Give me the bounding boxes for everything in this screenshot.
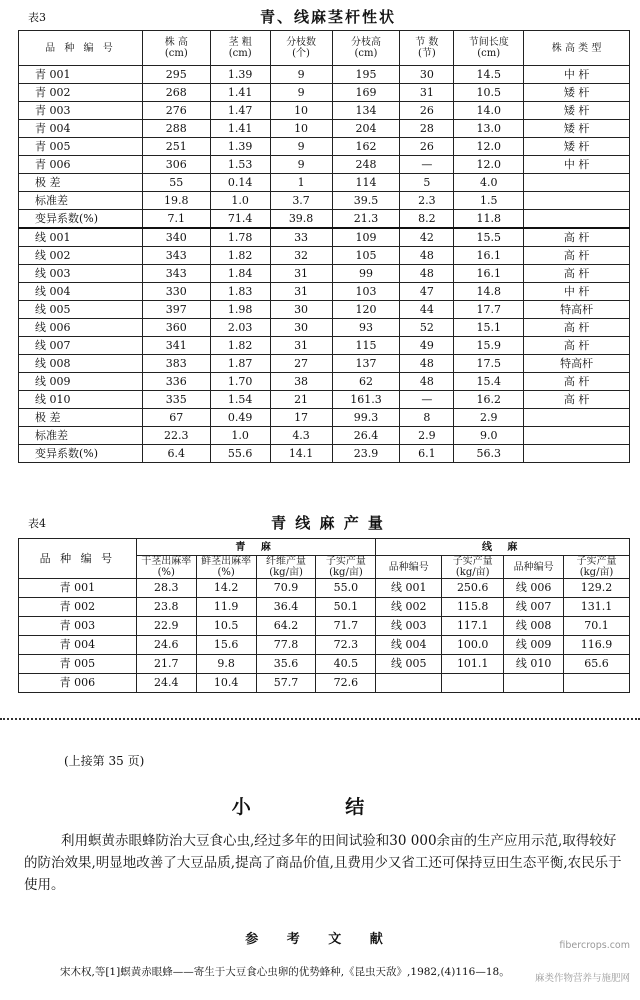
table3-cell: 中 杆 (524, 156, 630, 174)
table3-row (19, 319, 630, 337)
table3-cell: 48 (400, 373, 454, 391)
table3-cell: 336 (142, 373, 210, 391)
table3-row (19, 427, 630, 445)
table3-cell: 2.9 (454, 409, 524, 427)
table3-cell: 30 (270, 301, 332, 319)
table3-row (19, 102, 630, 120)
table3-cell: 线 004 (19, 283, 143, 301)
table3-cell: 矮 杆 (524, 138, 630, 156)
table3-cell: 44 (400, 301, 454, 319)
table3-cell: 27 (270, 355, 332, 373)
table3-cell: 16.1 (454, 265, 524, 283)
table3-cell: 变异系数(%) (19, 210, 143, 229)
table4-cell: 131.1 (564, 598, 630, 617)
table4-cell: 青 002 (19, 598, 137, 617)
table3-cell: 28 (400, 120, 454, 138)
table3-header-cell: 株 高 (cm) (142, 31, 210, 66)
table4-cell: 72.6 (316, 674, 376, 693)
table3-cell: 中 杆 (524, 66, 630, 84)
table3-header-cell: 节 数 (节) (400, 31, 454, 66)
table3-cell: 248 (332, 156, 400, 174)
table3-title: 青、线麻茎杆性状 (259, 8, 396, 26)
table4-cell: 23.8 (136, 598, 196, 617)
table3-cell: 14.0 (454, 102, 524, 120)
table3-cell: 56.3 (454, 445, 524, 463)
table3-cell: 1.82 (210, 337, 270, 355)
table3-cell (524, 427, 630, 445)
table4-label: 表4 (28, 517, 46, 530)
table4-cell (442, 674, 504, 693)
table3-cell: 268 (142, 84, 210, 102)
table3-cell: 103 (332, 283, 400, 301)
table3-header-cell: 茎 粗 (cm) (210, 31, 270, 66)
table4-cell: 青 001 (19, 579, 137, 598)
table4-row (19, 636, 630, 655)
table4-cell: 青 003 (19, 617, 137, 636)
table4-cell: 线 005 (376, 655, 442, 674)
table3-cell: 30 (400, 66, 454, 84)
table4-xian-header-cell: 品种编号 (504, 556, 564, 579)
table3-row (19, 120, 630, 138)
table3-cell: 62 (332, 373, 400, 391)
table4-cell: 青 006 (19, 674, 137, 693)
watermark-url: fibercrops.com (559, 940, 630, 951)
table3-row (19, 192, 630, 210)
table3-cell: 30 (270, 319, 332, 337)
table3-header-cell: 品 种 编 号 (19, 31, 143, 66)
table3-cell: 线 001 (19, 228, 143, 247)
table3-row (19, 373, 630, 391)
table4-cell: 线 007 (504, 598, 564, 617)
table3-cell: 31 (270, 337, 332, 355)
table3-cell: 青 001 (19, 66, 143, 84)
table3-cell: 93 (332, 319, 400, 337)
table3-row (19, 210, 630, 229)
table3-cell: 8.2 (400, 210, 454, 229)
table3-cell: 线 005 (19, 301, 143, 319)
table3-cell: 17.7 (454, 301, 524, 319)
table3-row (19, 409, 630, 427)
table3-cell: 39.8 (270, 210, 332, 229)
table4-cell: 线 003 (376, 617, 442, 636)
table3-cell: 343 (142, 247, 210, 265)
table3-cell (524, 445, 630, 463)
table4-cell: 22.9 (136, 617, 196, 636)
table3-cell: 标准差 (19, 427, 143, 445)
table3-cell: 1.54 (210, 391, 270, 409)
watermark-site-name: 麻类作物营养与施肥网 (534, 973, 630, 984)
table3-cell: 137 (332, 355, 400, 373)
table4-cell: 55.0 (316, 579, 376, 598)
table3-cell: 47 (400, 283, 454, 301)
table3-header-cell: 株 高 类 型 (524, 31, 630, 66)
table3-cell: 32 (270, 247, 332, 265)
table3-cell: 矮 杆 (524, 84, 630, 102)
table3-cell: 33 (270, 228, 332, 247)
table3-cell: 标准差 (19, 192, 143, 210)
table3-cell: 线 007 (19, 337, 143, 355)
table3-cell: 195 (332, 66, 400, 84)
table4-cell: 40.5 (316, 655, 376, 674)
table4-cell: 65.6 (564, 655, 630, 674)
table3-cell: 线 010 (19, 391, 143, 409)
table3-cell: 线 006 (19, 319, 143, 337)
table3-cell: 1.0 (210, 427, 270, 445)
table4-cell: 线 010 (504, 655, 564, 674)
table3-row (19, 391, 630, 409)
table4-cell: 青 004 (19, 636, 137, 655)
table3-cell: 0.14 (210, 174, 270, 192)
table3-cell: 55 (142, 174, 210, 192)
table4-cell (376, 674, 442, 693)
table4-cell: 71.7 (316, 617, 376, 636)
table3-cell: 42 (400, 228, 454, 247)
table4-row (19, 617, 630, 636)
table3-cell: 青 002 (19, 84, 143, 102)
table4-title: 青 线 麻 产 量 (271, 514, 385, 532)
table4-cell: 线 004 (376, 636, 442, 655)
table3-cell: 169 (332, 84, 400, 102)
table4-row (19, 579, 630, 598)
table3-cell: 26 (400, 138, 454, 156)
yield-table (18, 538, 630, 693)
table4-qing-header-cell: 鲜茎出麻率 (%) (196, 556, 256, 579)
table3-row (19, 228, 630, 247)
table3-cell: 2.9 (400, 427, 454, 445)
table3-cell: 1.53 (210, 156, 270, 174)
xian-group-header: 线 麻 (376, 539, 630, 556)
table3-cell: 12.0 (454, 156, 524, 174)
table4-group-row (19, 539, 630, 556)
table3-cell (524, 174, 630, 192)
table3-cell: 6.1 (400, 445, 454, 463)
table3-row (19, 301, 630, 319)
table3-cell: 特高杆 (524, 301, 630, 319)
table3-cell: 5 (400, 174, 454, 192)
table4-cell: 101.1 (442, 655, 504, 674)
table3-cell: 109 (332, 228, 400, 247)
table4-cell: 117.1 (442, 617, 504, 636)
table3-cell: 383 (142, 355, 210, 373)
table3-cell: 99 (332, 265, 400, 283)
table3-cell: 99.3 (332, 409, 400, 427)
table3-cell: 17 (270, 409, 332, 427)
table3-row (19, 247, 630, 265)
table3-cell: 15.5 (454, 228, 524, 247)
table3-cell: 高 杆 (524, 319, 630, 337)
table4-cell: 129.2 (564, 579, 630, 598)
table3-cell: 13.0 (454, 120, 524, 138)
references-heading: 参 考 文 献 (245, 932, 395, 947)
table3-cell: 340 (142, 228, 210, 247)
table3-cell: 极 差 (19, 409, 143, 427)
table3-cell: 26.4 (332, 427, 400, 445)
table3-cell: 16.2 (454, 391, 524, 409)
table3-cell: 360 (142, 319, 210, 337)
table3-cell: 1.78 (210, 228, 270, 247)
table4-qing-header-cell: 干茎出麻率 (%) (136, 556, 196, 579)
table4-xian-header-cell: 子实产量 (kg/亩) (564, 556, 630, 579)
table4-cell: 线 006 (504, 579, 564, 598)
table3-cell: 335 (142, 391, 210, 409)
reference-item: 宋木权,等[1]螟黄赤眼蜂——寄生于大豆食心虫卵的优势蜂种,《昆虫天敌》,1982,(4)116—18。 (60, 966, 510, 978)
table3-label: 表3 (28, 11, 46, 24)
table3-cell: 1 (270, 174, 332, 192)
table3-title-row (28, 6, 628, 28)
table3-cell: 38 (270, 373, 332, 391)
stem-traits-table (18, 30, 630, 463)
table4-name-header: 品 种 编 号 (19, 539, 137, 579)
table4-cell: 14.2 (196, 579, 256, 598)
table4-cell: 57.7 (256, 674, 316, 693)
table3-cell: 15.9 (454, 337, 524, 355)
table3-cell: 青 003 (19, 102, 143, 120)
table3-cell: 161.3 (332, 391, 400, 409)
table3-cell: 31 (270, 283, 332, 301)
table4-row (19, 598, 630, 617)
table3-cell: 17.5 (454, 355, 524, 373)
table3-cell: 高 杆 (524, 247, 630, 265)
table3-cell: 1.0 (210, 192, 270, 210)
table3-cell: 31 (270, 265, 332, 283)
table3-header-row (19, 31, 630, 66)
table3-cell: 251 (142, 138, 210, 156)
section-divider (0, 718, 640, 720)
table3-row (19, 265, 630, 283)
table4-cell: 24.4 (136, 674, 196, 693)
table3-cell: 线 009 (19, 373, 143, 391)
table4-cell: 21.7 (136, 655, 196, 674)
table3-cell: 1.39 (210, 66, 270, 84)
table3-row (19, 337, 630, 355)
table3-cell (524, 192, 630, 210)
table4-cell: 50.1 (316, 598, 376, 617)
table3-cell: 14.5 (454, 66, 524, 84)
table3-cell: 9 (270, 156, 332, 174)
table3-cell: 48 (400, 247, 454, 265)
table3-cell: 青 005 (19, 138, 143, 156)
table4-cell (564, 674, 630, 693)
table3-row (19, 156, 630, 174)
table3-cell: 中 杆 (524, 283, 630, 301)
table3-cell: 276 (142, 102, 210, 120)
table4-cell: 100.0 (442, 636, 504, 655)
table4-cell: 11.9 (196, 598, 256, 617)
table4-cell: 250.6 (442, 579, 504, 598)
continued-note: (上接第 35 页) (64, 754, 145, 768)
table3-cell: 9 (270, 66, 332, 84)
table3-cell: 71.4 (210, 210, 270, 229)
table3-cell: 48 (400, 355, 454, 373)
table3-cell: 9 (270, 138, 332, 156)
table4-cell: 线 008 (504, 617, 564, 636)
table4-cell: 72.3 (316, 636, 376, 655)
table4-cell: 70.1 (564, 617, 630, 636)
table3-cell: 1.5 (454, 192, 524, 210)
table3-cell: 10.5 (454, 84, 524, 102)
table3-cell: 162 (332, 138, 400, 156)
table3-cell: 1.39 (210, 138, 270, 156)
table4-title-row (28, 512, 628, 534)
table3-cell: 15.1 (454, 319, 524, 337)
table3-cell: 330 (142, 283, 210, 301)
table3-cell: 3.7 (270, 192, 332, 210)
table4-cell: 70.9 (256, 579, 316, 598)
table3-cell: 295 (142, 66, 210, 84)
table4-cell: 36.4 (256, 598, 316, 617)
table4-cell: 28.3 (136, 579, 196, 598)
table4-xian-header-cell: 品种编号 (376, 556, 442, 579)
table3-cell: 16.1 (454, 247, 524, 265)
table3-cell: 10 (270, 102, 332, 120)
table3-cell: 306 (142, 156, 210, 174)
table3-cell: 1.82 (210, 247, 270, 265)
table3-cell: 高 杆 (524, 265, 630, 283)
table3-cell: 线 003 (19, 265, 143, 283)
summary-paragraph: 利用螟黄赤眼蜂防治大豆食心虫,经过多年的田间试验和30 000余亩的生产应用示范,取得较好的防治效果,明显地改善了大豆品质,提高了商品价值,且费用少又省工还可保持豆田生态平衡,农民乐于使用。 (24, 833, 622, 893)
table4-cell: 77.8 (256, 636, 316, 655)
table3-cell: 4.3 (270, 427, 332, 445)
table3-cell: 52 (400, 319, 454, 337)
table3-cell: 9 (270, 84, 332, 102)
table4-cell: 116.9 (564, 636, 630, 655)
table3-cell: 1.84 (210, 265, 270, 283)
table3-row (19, 66, 630, 84)
table3-row (19, 355, 630, 373)
table3-cell: 高 杆 (524, 391, 630, 409)
table3-cell: 12.0 (454, 138, 524, 156)
table3-cell (524, 210, 630, 229)
table4-cell: 线 001 (376, 579, 442, 598)
table3-cell: 高 杆 (524, 337, 630, 355)
table3-header-cell: 节间长度 (cm) (454, 31, 524, 66)
table3-cell: 67 (142, 409, 210, 427)
table4-cell: 35.6 (256, 655, 316, 674)
table3-cell: 矮 杆 (524, 102, 630, 120)
table3-header-cell: 分枝高 (cm) (332, 31, 400, 66)
table3-cell: 1.83 (210, 283, 270, 301)
table3-cell: 线 008 (19, 355, 143, 373)
table3-cell: 204 (332, 120, 400, 138)
table3-cell: 高 杆 (524, 373, 630, 391)
table3-cell: — (400, 391, 454, 409)
table3-cell: 10 (270, 120, 332, 138)
table3-cell: 1.41 (210, 84, 270, 102)
table4-cell: 64.2 (256, 617, 316, 636)
table4-cell: 线 009 (504, 636, 564, 655)
table3-cell: 青 006 (19, 156, 143, 174)
table3-cell: 1.47 (210, 102, 270, 120)
table3-cell: 341 (142, 337, 210, 355)
table4-cell: 15.6 (196, 636, 256, 655)
table4-cell: 青 005 (19, 655, 137, 674)
table4-cell: 10.5 (196, 617, 256, 636)
table3-row (19, 445, 630, 463)
table3-cell: 变异系数(%) (19, 445, 143, 463)
table3-cell: 1.87 (210, 355, 270, 373)
table3-cell: 105 (332, 247, 400, 265)
table4-cell: 9.8 (196, 655, 256, 674)
table3-cell: 397 (142, 301, 210, 319)
table4-qing-header-cell: 纤维产量 (kg/亩) (256, 556, 316, 579)
table4-cell: 24.6 (136, 636, 196, 655)
table3-row (19, 174, 630, 192)
table3-cell: 1.41 (210, 120, 270, 138)
table4-row (19, 655, 630, 674)
table3-cell: 14.1 (270, 445, 332, 463)
table3-cell: 11.8 (454, 210, 524, 229)
table3-cell: 39.5 (332, 192, 400, 210)
table3-cell: 8 (400, 409, 454, 427)
table4-cell (504, 674, 564, 693)
table3-cell: 线 002 (19, 247, 143, 265)
table4-xian-header-cell: 子实产量 (kg/亩) (442, 556, 504, 579)
table3-cell: 21.3 (332, 210, 400, 229)
table3-cell: 115 (332, 337, 400, 355)
table3-cell: 矮 杆 (524, 120, 630, 138)
table4-qing-header-cell: 子实产量 (kg/亩) (316, 556, 376, 579)
table3-cell: 23.9 (332, 445, 400, 463)
table3-cell: 120 (332, 301, 400, 319)
table3-cell: 48 (400, 265, 454, 283)
table4-cell: 115.8 (442, 598, 504, 617)
table3-cell: 4.0 (454, 174, 524, 192)
table3-cell: 343 (142, 265, 210, 283)
table3-cell (524, 409, 630, 427)
table3-row (19, 283, 630, 301)
table3-cell: 1.98 (210, 301, 270, 319)
table3-cell: 2.03 (210, 319, 270, 337)
table3-cell: 极 差 (19, 174, 143, 192)
table3-cell: 134 (332, 102, 400, 120)
table3-row (19, 138, 630, 156)
table3-cell: 6.4 (142, 445, 210, 463)
table3-cell: 15.4 (454, 373, 524, 391)
table3-row (19, 84, 630, 102)
table3-cell: 1.70 (210, 373, 270, 391)
table3-header-cell: 分枝数 (个) (270, 31, 332, 66)
qing-group-header: 青 麻 (136, 539, 376, 556)
table4-row (19, 674, 630, 693)
table3-cell: 0.49 (210, 409, 270, 427)
table3-cell: 288 (142, 120, 210, 138)
table3-cell: 14.8 (454, 283, 524, 301)
table3-cell: 31 (400, 84, 454, 102)
table3-cell: 49 (400, 337, 454, 355)
table3-cell: 7.1 (142, 210, 210, 229)
table4-cell: 10.4 (196, 674, 256, 693)
table3-cell: 青 004 (19, 120, 143, 138)
table3-cell: 55.6 (210, 445, 270, 463)
table3-cell: 26 (400, 102, 454, 120)
table3-cell: 特高杆 (524, 355, 630, 373)
table3-cell: 21 (270, 391, 332, 409)
table3-cell: 22.3 (142, 427, 210, 445)
table3-cell: 9.0 (454, 427, 524, 445)
table3-cell: 19.8 (142, 192, 210, 210)
summary-heading: 小 结 (231, 796, 409, 818)
table3-cell: 高 杆 (524, 228, 630, 247)
table3-cell: 114 (332, 174, 400, 192)
table3-cell: 2.3 (400, 192, 454, 210)
table4-cell: 线 002 (376, 598, 442, 617)
table3-cell: — (400, 156, 454, 174)
